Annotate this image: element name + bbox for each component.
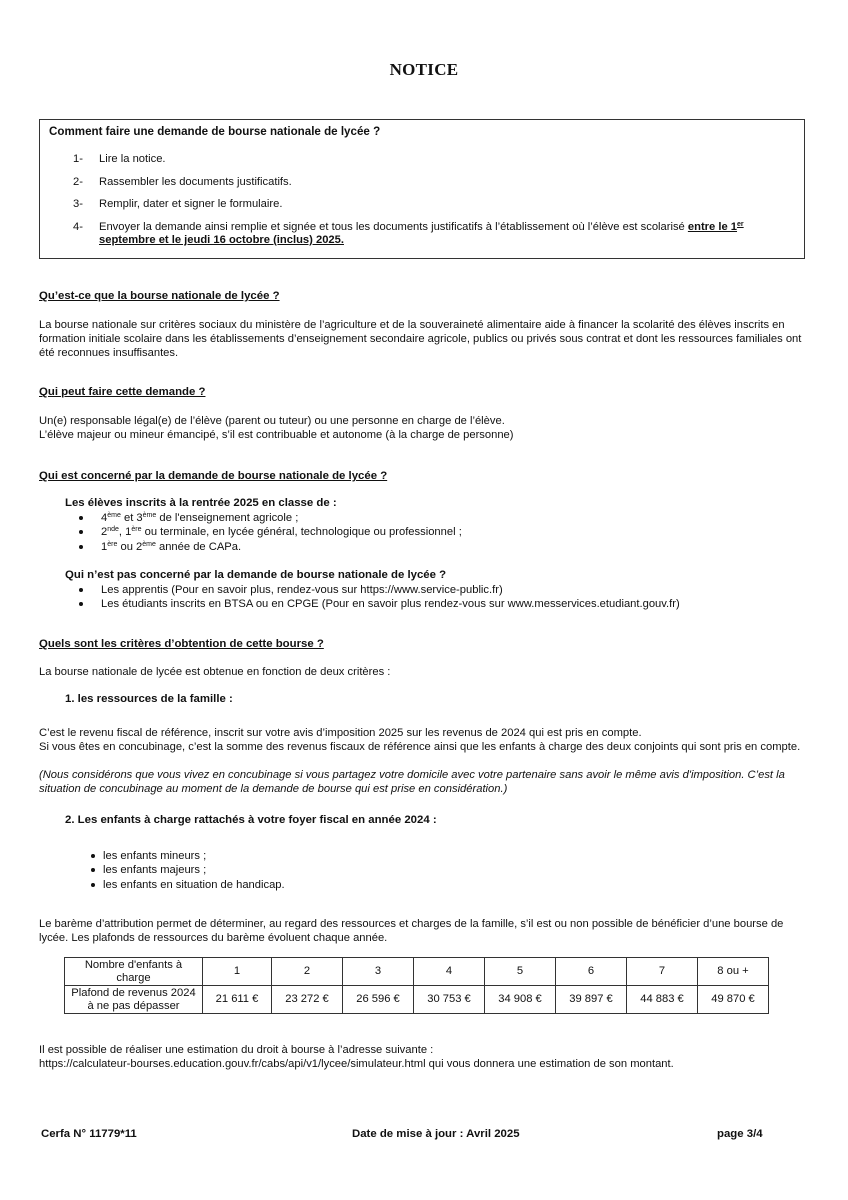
- table-cell: 26 596 €: [343, 986, 414, 1014]
- list-item: 2nde, 1ère ou terminale, en lycée général, technologique ou professionnel ;: [79, 525, 462, 539]
- who-can-line2: L’élève majeur ou mineur émancipé, s’il est contribuable et autonome (à la charge de personne): [39, 429, 514, 441]
- concerned-subtitle: Les élèves inscrits à la rentrée 2025 en classe de :: [65, 497, 337, 509]
- table-cell: 23 272 €: [272, 986, 343, 1014]
- bareme-text: Le barème d’attribution permet de déterminer, au regard des ressources et charges de la famille, s’il est ou non possible de bénéficier d’une bourse de lycée. Les plafonds de ressources du barème évoluent chaque année.: [39, 918, 784, 944]
- step-number: 4-: [73, 220, 83, 233]
- criteria-intro: La bourse nationale de lycée est obtenue en fonction de deux critères :: [39, 666, 391, 678]
- criterion2-title: 2. Les enfants à charge rattachés à votre foyer fiscal en année 2024 :: [65, 814, 437, 826]
- step-text: Envoyer la demande ainsi remplie et signée et tous les documents justificatifs à l’établissement où l’élève est scolarisé: [99, 220, 688, 233]
- table-row: [65, 958, 769, 986]
- steps-list: [49, 153, 795, 248]
- section-what-text: La bourse nationale sur critères sociaux du ministère de l’agriculture et de la souveraineté alimentaire aide à financer la scolarité des élèves inscrits en formation initiale scolaire dans les établissements d’enseignement secondaire agricole, publics ou privés sous contrat et dont les ressources familiales ont été reconnues insuffisantes.: [39, 319, 802, 359]
- table-cell: 34 908 €: [485, 986, 556, 1014]
- page-title: NOTICE: [389, 60, 459, 79]
- table-cell: 39 897 €: [556, 986, 627, 1014]
- not-concerned-subtitle: Qui n’est pas concerné par la demande de bourse nationale de lycée ?: [65, 569, 447, 581]
- step-text: Lire la notice.: [99, 153, 166, 165]
- criterion1-title: 1. les ressources de la famille :: [65, 693, 233, 705]
- table-cell: 4: [414, 958, 485, 986]
- step-number: 3-: [73, 198, 83, 210]
- list-item: les enfants majeurs ;: [89, 863, 285, 877]
- criterion1-line1: C’est le revenu fiscal de référence, inscrit sur votre avis d’imposition 2025 sur les revenus de 2024 qui est pris en compte.: [39, 727, 642, 739]
- howto-box: [39, 119, 805, 259]
- step-text: Remplir, dater et signer le formulaire.: [99, 198, 283, 210]
- list-item: 1ère ou 2ème année de CAPa.: [79, 540, 462, 554]
- section-title-concerned: Qui est concerné par la demande de bourse nationale de lycée ?: [39, 470, 388, 482]
- step-item: [49, 198, 795, 212]
- table-cell: 8 ou +: [698, 958, 769, 986]
- table-cell: 30 753 €: [414, 986, 485, 1014]
- footer-cerfa: Cerfa N° 11779*11: [41, 1128, 137, 1140]
- step-item: [49, 221, 795, 248]
- deadline-sup: er: [737, 220, 744, 228]
- table-cell: 5: [485, 958, 556, 986]
- bareme-table: [64, 957, 769, 1014]
- table-cell: 2: [272, 958, 343, 986]
- table-cell: 1: [203, 958, 272, 986]
- row-header: Nombre d'enfants à charge: [65, 958, 203, 986]
- step-number: 2-: [73, 175, 83, 188]
- table-cell: 6: [556, 958, 627, 986]
- step-item: [49, 176, 795, 190]
- footer-date: Date de mise à jour : Avril 2025: [352, 1128, 520, 1140]
- footer-page: page 3/4: [717, 1128, 763, 1140]
- list-item: 4ème et 3ème de l'enseignement agricole ;: [79, 511, 462, 525]
- section-title-who-can: Qui peut faire cette demande ?: [39, 386, 206, 398]
- criterion1-note: (Nous considérons que vous vivez en concubinage si vous partagez votre domicile avec votre partenaire sans avoir le même avis d'imposition. C’est la situation de concubinage au moment de la demande de bourse qui est prise en considération.): [39, 769, 785, 795]
- children-list: [89, 849, 285, 892]
- row-header: Plafond de revenus 2024 à ne pas dépasser: [65, 986, 203, 1014]
- table-row: [65, 986, 769, 1014]
- section-title-criteria: Quels sont les critères d’obtention de cette bourse ?: [39, 638, 324, 650]
- table-cell: 3: [343, 958, 414, 986]
- list-item: Les apprentis (Pour en savoir plus, rendez-vous sur https://www.service-public.fr): [79, 583, 680, 597]
- who-can-line1: Un(e) responsable légal(e) de l’élève (parent ou tuteur) ou une personne en charge de l’élève.: [39, 415, 505, 427]
- list-item: les enfants mineurs ;: [89, 849, 285, 863]
- section-title-what: Qu’est-ce que la bourse nationale de lycée ?: [39, 290, 280, 302]
- table-cell: 49 870 €: [698, 986, 769, 1014]
- not-concerned-list: [79, 583, 680, 612]
- table-cell: 44 883 €: [627, 986, 698, 1014]
- step-item: [49, 153, 795, 167]
- concerned-list: [79, 511, 462, 554]
- estimation-link[interactable]: https://calculateur-bourses.education.gouv.fr/cabs/api/v1/lycee/simulateur.html qui vous donnera une estimation de son montant.: [39, 1058, 674, 1070]
- list-item: Les étudiants inscrits en BTSA ou en CPGE (Pour en savoir plus rendez-vous sur www.messervices.etudiant.gouv.fr): [79, 597, 680, 611]
- howto-title: Comment faire une demande de bourse nationale de lycée ?: [49, 125, 381, 138]
- step-text: Rassembler les documents justificatifs.: [99, 175, 292, 188]
- table-cell: 21 611 €: [203, 986, 272, 1014]
- table-cell: 7: [627, 958, 698, 986]
- step-number: 1-: [73, 153, 83, 165]
- estimation-line1: Il est possible de réaliser une estimation du droit à bourse à l’adresse suivante :: [39, 1044, 434, 1056]
- list-item: les enfants en situation de handicap.: [89, 878, 285, 892]
- deadline-start: entre le 1: [687, 220, 738, 233]
- deadline-end: septembre et le jeudi 16 octobre (inclus) 2025.: [99, 234, 344, 246]
- criterion1-line2: Si vous êtes en concubinage, c’est la somme des revenus fiscaux de référence ainsi que les enfants à charge des deux conjoints qui sont pris en compte.: [39, 741, 801, 753]
